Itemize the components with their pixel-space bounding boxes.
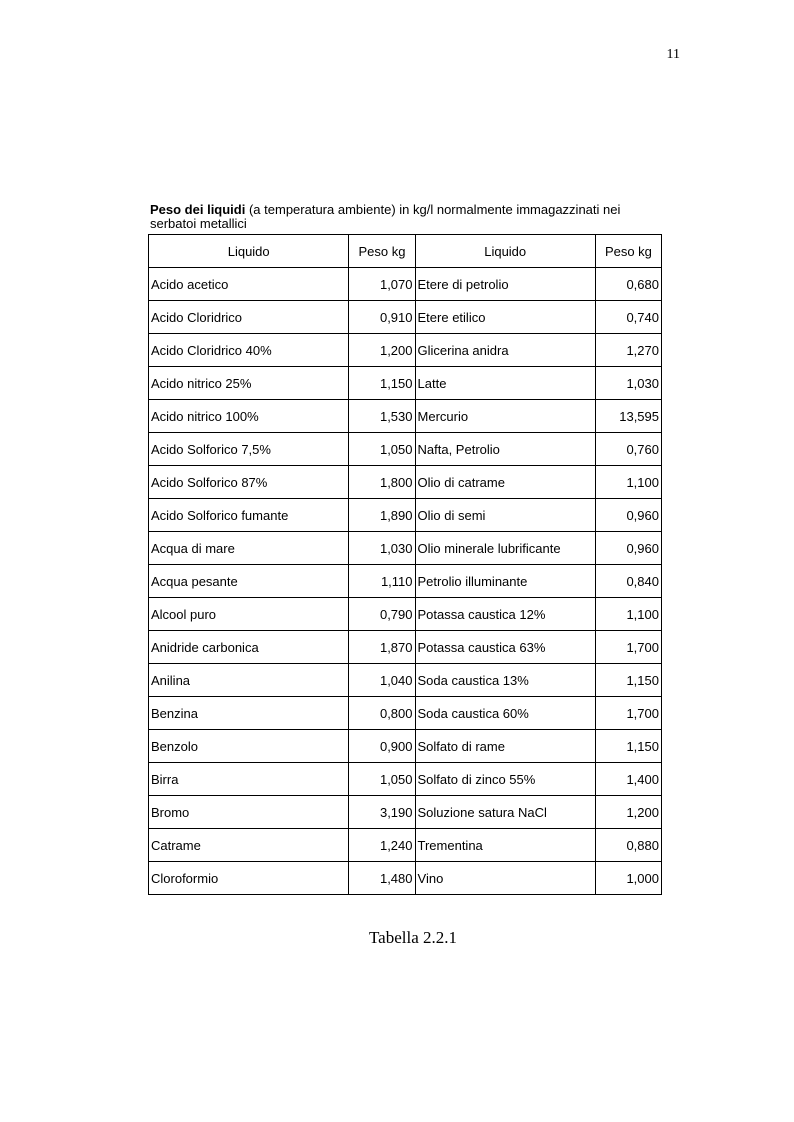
weight-right: 0,760 (595, 433, 661, 466)
weight-right: 1,100 (595, 466, 661, 499)
weight-left: 1,240 (349, 829, 415, 862)
liquid-name-left: Anilina (149, 664, 349, 697)
table-row (149, 367, 662, 400)
weight-right: 0,960 (595, 532, 661, 565)
weight-left: 0,790 (349, 598, 415, 631)
table-row (149, 466, 662, 499)
weight-right: 0,960 (595, 499, 661, 532)
table-row (149, 268, 662, 301)
table-row (149, 730, 662, 763)
liquid-name-right: Petrolio illuminante (415, 565, 595, 598)
liquid-name-left: Acido Solforico 7,5% (149, 433, 349, 466)
liquid-name-right: Solfato di rame (415, 730, 595, 763)
liquid-name-left: Anidride carbonica (149, 631, 349, 664)
liquid-name-left: Acqua di mare (149, 532, 349, 565)
liquid-name-left: Acido nitrico 25% (149, 367, 349, 400)
weight-right: 1,700 (595, 631, 661, 664)
weight-left: 0,900 (349, 730, 415, 763)
liquid-name-left: Alcool puro (149, 598, 349, 631)
liquid-name-right: Soluzione satura NaCl (415, 796, 595, 829)
table-row (149, 631, 662, 664)
liquid-name-left: Birra (149, 763, 349, 796)
liquid-name-right: Trementina (415, 829, 595, 862)
liquid-name-right: Glicerina anidra (415, 334, 595, 367)
table-row (149, 697, 662, 730)
liquid-name-left: Bromo (149, 796, 349, 829)
table-row (149, 796, 662, 829)
weight-right: 1,100 (595, 598, 661, 631)
table-row (149, 763, 662, 796)
liquid-name-right: Nafta, Petrolio (415, 433, 595, 466)
weight-left: 1,110 (349, 565, 415, 598)
weight-left: 1,200 (349, 334, 415, 367)
weight-right: 13,595 (595, 400, 661, 433)
liquid-name-right: Latte (415, 367, 595, 400)
weight-right: 1,000 (595, 862, 661, 895)
table-row (149, 301, 662, 334)
page-number: 11 (666, 47, 680, 62)
header-weight-1: Peso kg (349, 235, 415, 268)
weight-left: 1,030 (349, 532, 415, 565)
liquid-name-left: Acido Solforico fumante (149, 499, 349, 532)
liquid-name-left: Cloroformio (149, 862, 349, 895)
weight-right: 1,150 (595, 664, 661, 697)
table-row (149, 565, 662, 598)
liquid-name-right: Olio minerale lubrificante (415, 532, 595, 565)
weight-right: 0,840 (595, 565, 661, 598)
liquid-name-right: Soda caustica 60% (415, 697, 595, 730)
header-liquid-2: Liquido (415, 235, 595, 268)
liquid-name-left: Catrame (149, 829, 349, 862)
liquid-name-left: Acido Cloridrico 40% (149, 334, 349, 367)
liquid-name-left: Acido Cloridrico (149, 301, 349, 334)
weight-right: 0,880 (595, 829, 661, 862)
liquid-name-left: Acqua pesante (149, 565, 349, 598)
weight-left: 1,070 (349, 268, 415, 301)
weight-right: 0,680 (595, 268, 661, 301)
weight-right: 1,150 (595, 730, 661, 763)
table-row (149, 829, 662, 862)
table-body (149, 268, 662, 895)
table-row (149, 664, 662, 697)
liquid-name-right: Olio di catrame (415, 466, 595, 499)
table-row (149, 400, 662, 433)
weight-left: 1,050 (349, 763, 415, 796)
liquid-name-right: Potassa caustica 63% (415, 631, 595, 664)
table-row (149, 598, 662, 631)
weight-left: 0,910 (349, 301, 415, 334)
liquid-weights-table (148, 234, 662, 895)
weight-right: 1,270 (595, 334, 661, 367)
table-caption: Tabella 2.2.1 (368, 928, 458, 947)
weight-left: 1,800 (349, 466, 415, 499)
weight-left: 1,530 (349, 400, 415, 433)
weight-left: 1,480 (349, 862, 415, 895)
liquid-name-right: Etere di petrolio (415, 268, 595, 301)
liquid-name-right: Vino (415, 862, 595, 895)
liquid-name-left: Benzolo (149, 730, 349, 763)
liquid-name-right: Etere etilico (415, 301, 595, 334)
header-weight-2: Peso kg (595, 235, 661, 268)
weight-left: 3,190 (349, 796, 415, 829)
header-liquid-1: Liquido (149, 235, 349, 268)
table-header-row (149, 235, 662, 268)
liquid-name-right: Solfato di zinco 55% (415, 763, 595, 796)
weight-right: 1,030 (595, 367, 661, 400)
table-row (149, 334, 662, 367)
liquid-name-right: Soda caustica 13% (415, 664, 595, 697)
table-row (149, 532, 662, 565)
weight-right: 0,740 (595, 301, 661, 334)
liquid-name-right: Potassa caustica 12% (415, 598, 595, 631)
liquid-name-left: Benzina (149, 697, 349, 730)
weight-left: 1,040 (349, 664, 415, 697)
weight-left: 1,050 (349, 433, 415, 466)
weight-left: 1,870 (349, 631, 415, 664)
table-heading-rest: (a temperatura ambiente) in kg/l normalmente immagazzinati nei serbatoi metallici (150, 202, 621, 231)
table-row (149, 433, 662, 466)
weight-right: 1,400 (595, 763, 661, 796)
liquid-name-left: Acido acetico (149, 268, 349, 301)
weight-left: 1,150 (349, 367, 415, 400)
weight-right: 1,700 (595, 697, 661, 730)
weight-right: 1,200 (595, 796, 661, 829)
liquid-name-right: Mercurio (415, 400, 595, 433)
liquid-name-right: Olio di semi (415, 499, 595, 532)
table-heading (150, 203, 670, 231)
weight-left: 1,890 (349, 499, 415, 532)
weight-left: 0,800 (349, 697, 415, 730)
table-heading-bold: Peso dei liquidi (150, 202, 246, 217)
table-row (149, 499, 662, 532)
liquid-name-left: Acido nitrico 100% (149, 400, 349, 433)
table-row (149, 862, 662, 895)
liquid-name-left: Acido Solforico 87% (149, 466, 349, 499)
